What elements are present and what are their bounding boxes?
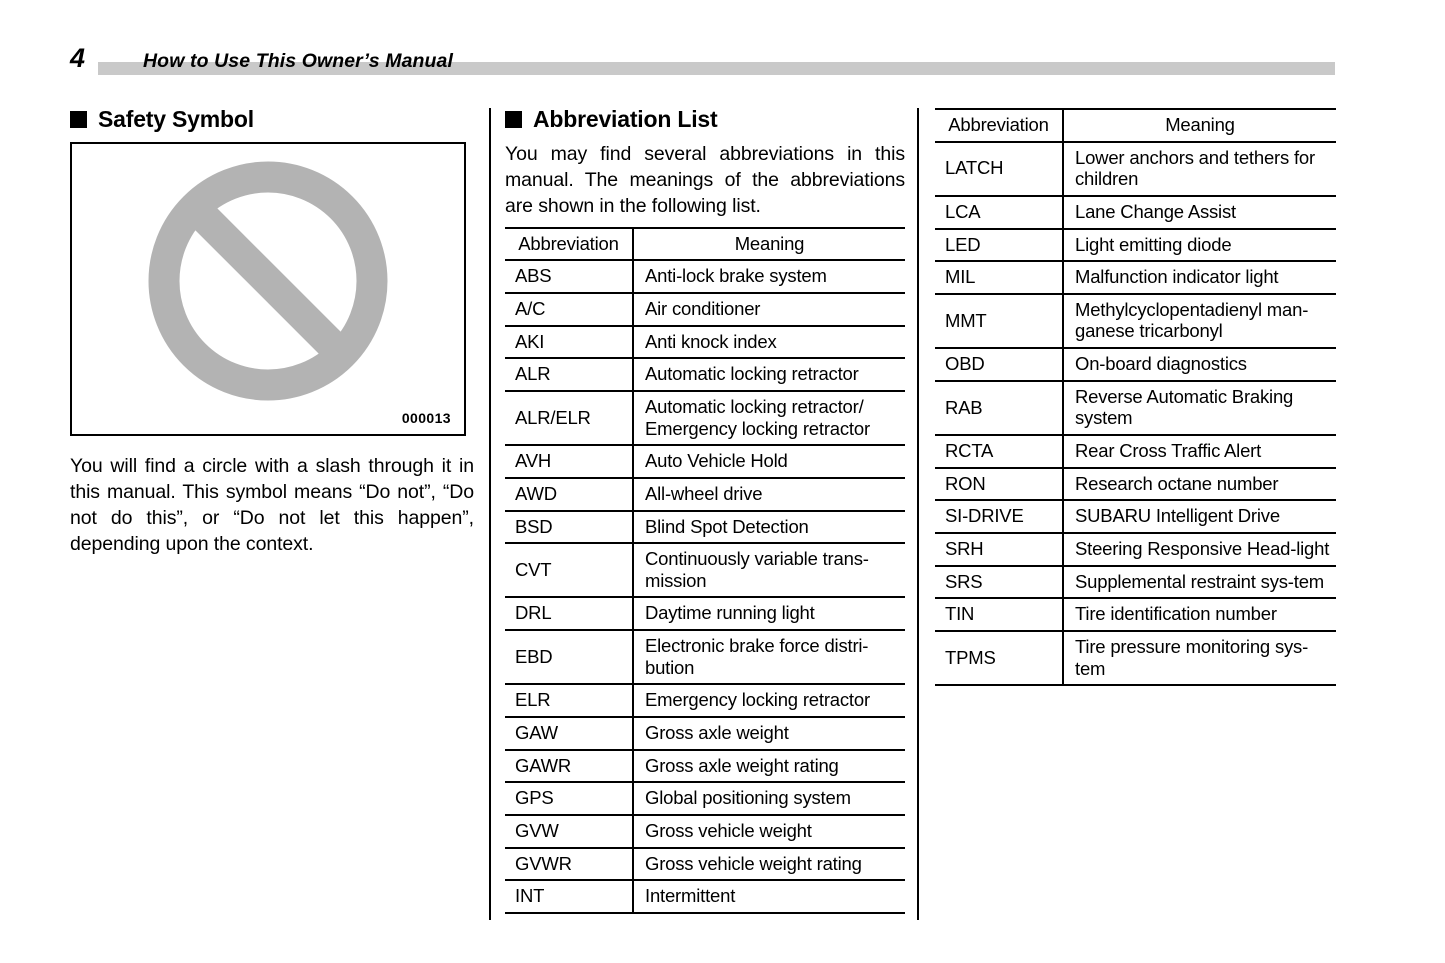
cell-abbreviation: EBD — [505, 630, 633, 684]
safety-symbol-heading-text: Safety Symbol — [98, 106, 254, 132]
table-row — [935, 142, 1336, 196]
cell-abbreviation: LCA — [935, 196, 1063, 229]
cell-abbreviation: CVT — [505, 543, 633, 597]
square-bullet-icon — [505, 111, 522, 128]
table-row — [935, 261, 1336, 294]
cell-abbreviation: LATCH — [935, 142, 1063, 196]
cell-meaning: Automatic locking retractor/ Emergency locking retractor — [633, 391, 905, 445]
cell-meaning: Global positioning system — [633, 782, 905, 815]
table-row — [935, 294, 1336, 348]
safety-symbol-column — [70, 108, 474, 558]
table-row — [505, 750, 905, 783]
cell-meaning: Blind Spot Detection — [633, 511, 905, 544]
table-row — [505, 511, 905, 544]
cell-abbreviation: SI-DRIVE — [935, 500, 1063, 533]
cell-abbreviation: BSD — [505, 511, 633, 544]
cell-meaning: Methylcyclopentadienyl man-ganese tricarbonyl — [1063, 294, 1336, 348]
cell-abbreviation: DRL — [505, 597, 633, 630]
abbreviation-list-column — [505, 108, 905, 914]
column-header-abbreviation: Abbreviation — [935, 109, 1063, 142]
abbreviation-table-middle — [505, 227, 905, 914]
cell-abbreviation: MIL — [935, 261, 1063, 294]
abbreviation-table-middle-body — [505, 260, 905, 912]
cell-meaning: Tire identification number — [1063, 598, 1336, 631]
cell-meaning: Anti knock index — [633, 326, 905, 359]
table-row — [505, 543, 905, 597]
cell-abbreviation: GVW — [505, 815, 633, 848]
cell-abbreviation: RCTA — [935, 435, 1063, 468]
cell-meaning: Daytime running light — [633, 597, 905, 630]
column-divider-left — [489, 108, 491, 920]
safety-symbol-heading — [70, 108, 474, 131]
cell-meaning: Anti-lock brake system — [633, 260, 905, 293]
table-row — [505, 597, 905, 630]
cell-meaning: Light emitting diode — [1063, 229, 1336, 262]
table-row — [935, 468, 1336, 501]
abbreviation-list-column-continued — [935, 108, 1336, 686]
cell-abbreviation: OBD — [935, 348, 1063, 381]
page-title: How to Use This Owner’s Manual — [143, 50, 454, 72]
cell-meaning: Continuously variable trans-mission — [633, 543, 905, 597]
table-row — [505, 293, 905, 326]
table-row — [935, 533, 1336, 566]
cell-meaning: Gross vehicle weight — [633, 815, 905, 848]
cell-meaning: Electronic brake force distri-bution — [633, 630, 905, 684]
table-row — [935, 566, 1336, 599]
cell-abbreviation: LED — [935, 229, 1063, 262]
abbreviation-table-right — [935, 108, 1336, 686]
cell-meaning: Lower anchors and tethers for children — [1063, 142, 1336, 196]
cell-abbreviation: ALR/ELR — [505, 391, 633, 445]
table-row — [505, 260, 905, 293]
column-header-meaning: Meaning — [1063, 109, 1336, 142]
cell-abbreviation: ABS — [505, 260, 633, 293]
table-row — [505, 478, 905, 511]
cell-meaning: Research octane number — [1063, 468, 1336, 501]
cell-abbreviation: RAB — [935, 381, 1063, 435]
table-row — [935, 229, 1336, 262]
cell-meaning: Intermittent — [633, 880, 905, 913]
cell-meaning: Malfunction indicator light — [1063, 261, 1336, 294]
cell-abbreviation: A/C — [505, 293, 633, 326]
cell-abbreviation: SRH — [935, 533, 1063, 566]
cell-meaning: Gross vehicle weight rating — [633, 848, 905, 881]
abbreviation-table-right-body — [935, 142, 1336, 686]
table-row — [935, 500, 1336, 533]
table-row — [505, 630, 905, 684]
abbreviation-list-heading — [505, 108, 905, 131]
cell-abbreviation: GPS — [505, 782, 633, 815]
cell-abbreviation: AWD — [505, 478, 633, 511]
cell-abbreviation: TIN — [935, 598, 1063, 631]
cell-abbreviation: SRS — [935, 566, 1063, 599]
cell-meaning: Auto Vehicle Hold — [633, 445, 905, 478]
table-row — [935, 435, 1336, 468]
cell-abbreviation: AKI — [505, 326, 633, 359]
table-header-row — [505, 228, 905, 261]
cell-abbreviation: RON — [935, 468, 1063, 501]
cell-abbreviation: ALR — [505, 358, 633, 391]
cell-meaning: Emergency locking retractor — [633, 684, 905, 717]
cell-abbreviation: AVH — [505, 445, 633, 478]
safety-symbol-description: You will find a circle with a slash through it in this manual. This symbol means “Do not”, “Do not do this”, or “Do not let this happen”, depending upon the context. — [70, 455, 474, 555]
cell-abbreviation: GAW — [505, 717, 633, 750]
table-row — [505, 358, 905, 391]
cell-meaning: Supplemental restraint sys-tem — [1063, 566, 1336, 599]
prohibition-sign-icon — [143, 156, 393, 406]
cell-abbreviation: GVWR — [505, 848, 633, 881]
page-header — [0, 0, 1445, 95]
table-row — [505, 880, 905, 913]
table-row — [505, 326, 905, 359]
page-number: 4 — [70, 43, 85, 73]
cell-meaning: Tire pressure monitoring sys-tem — [1063, 631, 1336, 685]
cell-meaning: Rear Cross Traffic Alert — [1063, 435, 1336, 468]
cell-meaning: SUBARU Intelligent Drive — [1063, 500, 1336, 533]
cell-abbreviation: TPMS — [935, 631, 1063, 685]
table-row — [505, 815, 905, 848]
figure-id-label: 000013 — [401, 410, 451, 426]
table-row — [505, 782, 905, 815]
cell-meaning: Steering Responsive Head-light — [1063, 533, 1336, 566]
cell-meaning: Gross axle weight rating — [633, 750, 905, 783]
cell-meaning: Reverse Automatic Braking system — [1063, 381, 1336, 435]
square-bullet-icon — [70, 111, 87, 128]
cell-meaning: Lane Change Assist — [1063, 196, 1336, 229]
table-row — [935, 631, 1336, 685]
cell-meaning: Automatic locking retractor — [633, 358, 905, 391]
cell-abbreviation: MMT — [935, 294, 1063, 348]
cell-abbreviation: ELR — [505, 684, 633, 717]
cell-meaning: Gross axle weight — [633, 717, 905, 750]
table-row — [505, 445, 905, 478]
table-row — [505, 684, 905, 717]
column-header-meaning: Meaning — [633, 228, 905, 261]
table-row — [935, 196, 1336, 229]
abbreviation-list-intro: You may find several abbreviations in this manual. The meanings of the abbreviations are shown in the following list. — [505, 143, 905, 217]
table-row — [505, 717, 905, 750]
cell-meaning: On-board diagnostics — [1063, 348, 1336, 381]
cell-abbreviation: GAWR — [505, 750, 633, 783]
cell-meaning: All-wheel drive — [633, 478, 905, 511]
safety-symbol-figure — [70, 142, 466, 436]
cell-abbreviation: INT — [505, 880, 633, 913]
column-divider-right — [917, 108, 919, 920]
table-row — [935, 381, 1336, 435]
table-row — [935, 348, 1336, 381]
column-header-abbreviation: Abbreviation — [505, 228, 633, 261]
table-row — [505, 848, 905, 881]
cell-meaning: Air conditioner — [633, 293, 905, 326]
table-row — [505, 391, 905, 445]
abbreviation-list-heading-text: Abbreviation List — [533, 106, 718, 132]
table-row — [935, 598, 1336, 631]
table-header-row — [935, 109, 1336, 142]
